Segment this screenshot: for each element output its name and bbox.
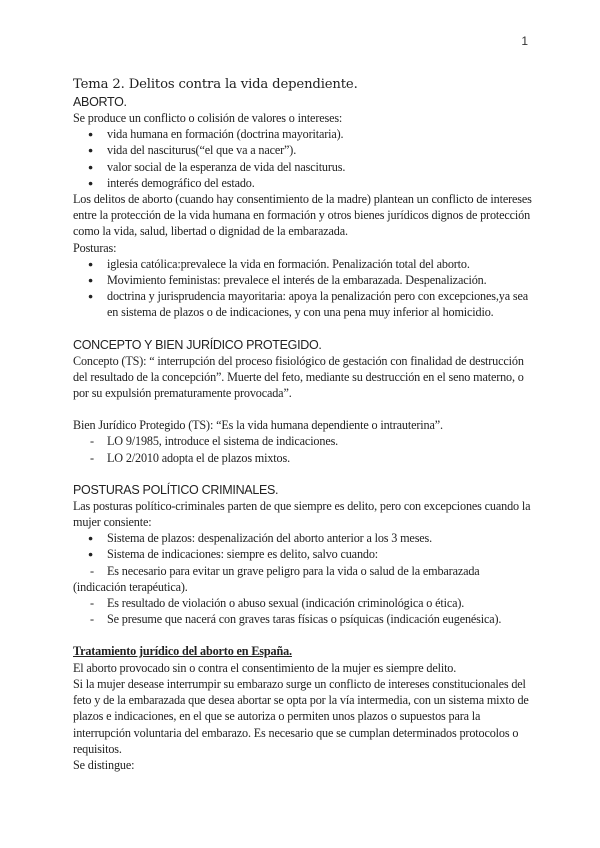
intro-paragraph: Se produce un conflicto o colisión de valores o intereses: bbox=[73, 111, 343, 125]
list-item: ● doctrina y jurisprudencia mayoritaria: apoya la penalización pero con excepciones,ya sea en sistema de plazos o de indicaciones, y con una pena muy inferior al homicidio. bbox=[73, 288, 533, 320]
tratamiento-heading: Tratamiento jurídico del aborto en España. bbox=[73, 644, 292, 659]
se-distingue: Se distingue: bbox=[73, 757, 135, 772]
list-item: - LO 9/1985, introduce el sistema de indicaciones. bbox=[73, 433, 533, 449]
indicaciones-list bbox=[73, 563, 533, 628]
posturas-label: Posturas: bbox=[73, 240, 117, 255]
aborto-heading: ABORTO. bbox=[73, 95, 127, 109]
leyes-list bbox=[73, 433, 533, 465]
list-item: ● vida humana en formación (doctrina mayoritaria). bbox=[73, 126, 533, 142]
list-item: - LO 2/2010 adopta el de plazos mixtos. bbox=[73, 450, 533, 466]
sistemas-list bbox=[73, 530, 533, 562]
spacer bbox=[73, 466, 533, 482]
list-item: ● Sistema de indicaciones: siempre es delito, salvo cuando: bbox=[73, 546, 533, 562]
tratamiento-paragraph-2: Si la mujer desease interrumpir su embarazo surge un conflicto de intereses constitucionales del feto y de la embarazada que desea abortar se opta por la vía intermedia, con un sistema mixto de plazos e indicaciones, en el que se autoriza o permiten unos plazos o supuestos para la interrupción voluntaria del embarazo. Es necesario que se cumplan determinados protocolos o requisitos. bbox=[73, 676, 529, 756]
posturas-list bbox=[73, 256, 533, 321]
concepto-paragraph: Concepto (TS): “ interrupción del proceso fisiológico de gestación con finalidad de destrucción del resultado de la concepción”. Muerte del feto, mediante su destrucción en el seno materno, o por su expulsión prematuramente provocada”. bbox=[73, 353, 524, 401]
list-item: ● Sistema de plazos: despenalización del aborto anterior a los 3 meses. bbox=[73, 530, 533, 546]
page-number: 1 bbox=[521, 34, 528, 48]
spacer bbox=[73, 401, 533, 417]
tratamiento-paragraph-1: El aborto provocado sin o contra el consentimiento de la mujer es siempre delito. bbox=[73, 660, 457, 675]
delitos-paragraph: Los delitos de aborto (cuando hay consentimiento de la madre) plantean un conflicto de intereses entre la protección de la vida humana en formación y otros bienes jurídicos dignos de protección como la vida, salud, libertad o dignidad de la embarazada. bbox=[73, 192, 532, 239]
document-title: Tema 2. Delitos contra la vida dependiente. bbox=[73, 77, 358, 92]
spacer bbox=[73, 627, 533, 643]
concepto-heading: CONCEPTO Y BIEN JURÍDICO PROTEGIDO. bbox=[73, 337, 322, 352]
list-item: ● Movimiento feministas: prevalece el interés de la embarazada. Despenalización. bbox=[73, 272, 533, 288]
list-item: ● valor social de la esperanza de vida del nasciturus. bbox=[73, 159, 533, 175]
posturas-pc-paragraph: Las posturas político-criminales parten de que siempre es delito, pero con excepciones cuando la mujer consiente: bbox=[73, 498, 531, 530]
document-body bbox=[73, 76, 533, 773]
list-item: ● vida del nasciturus(“el que va a nacer”). bbox=[73, 142, 533, 158]
posturas-pc-heading: POSTURAS POLÍTICO CRIMINALES. bbox=[73, 482, 279, 497]
list-item: - Se presume que nacerá con graves taras físicas o psíquicas (indicación eugenésica). bbox=[73, 611, 533, 627]
bien-juridico-paragraph: Bien Jurídico Protegido (TS): “Es la vida humana dependiente o intrauterina”. bbox=[73, 418, 443, 433]
list-item: ● iglesia católica:prevalece la vida en formación. Penalización total del aborto. bbox=[73, 256, 533, 272]
list-item: - Es necesario para evitar un grave peligro para la vida o salud de la embarazada (indicación terapéutica). bbox=[73, 563, 533, 595]
intereses-list bbox=[73, 126, 533, 191]
list-item: ● interés demográfico del estado. bbox=[73, 175, 533, 191]
list-item: - Es resultado de violación o abuso sexual (indicación criminológica o ética). bbox=[73, 595, 533, 611]
spacer bbox=[73, 321, 533, 337]
